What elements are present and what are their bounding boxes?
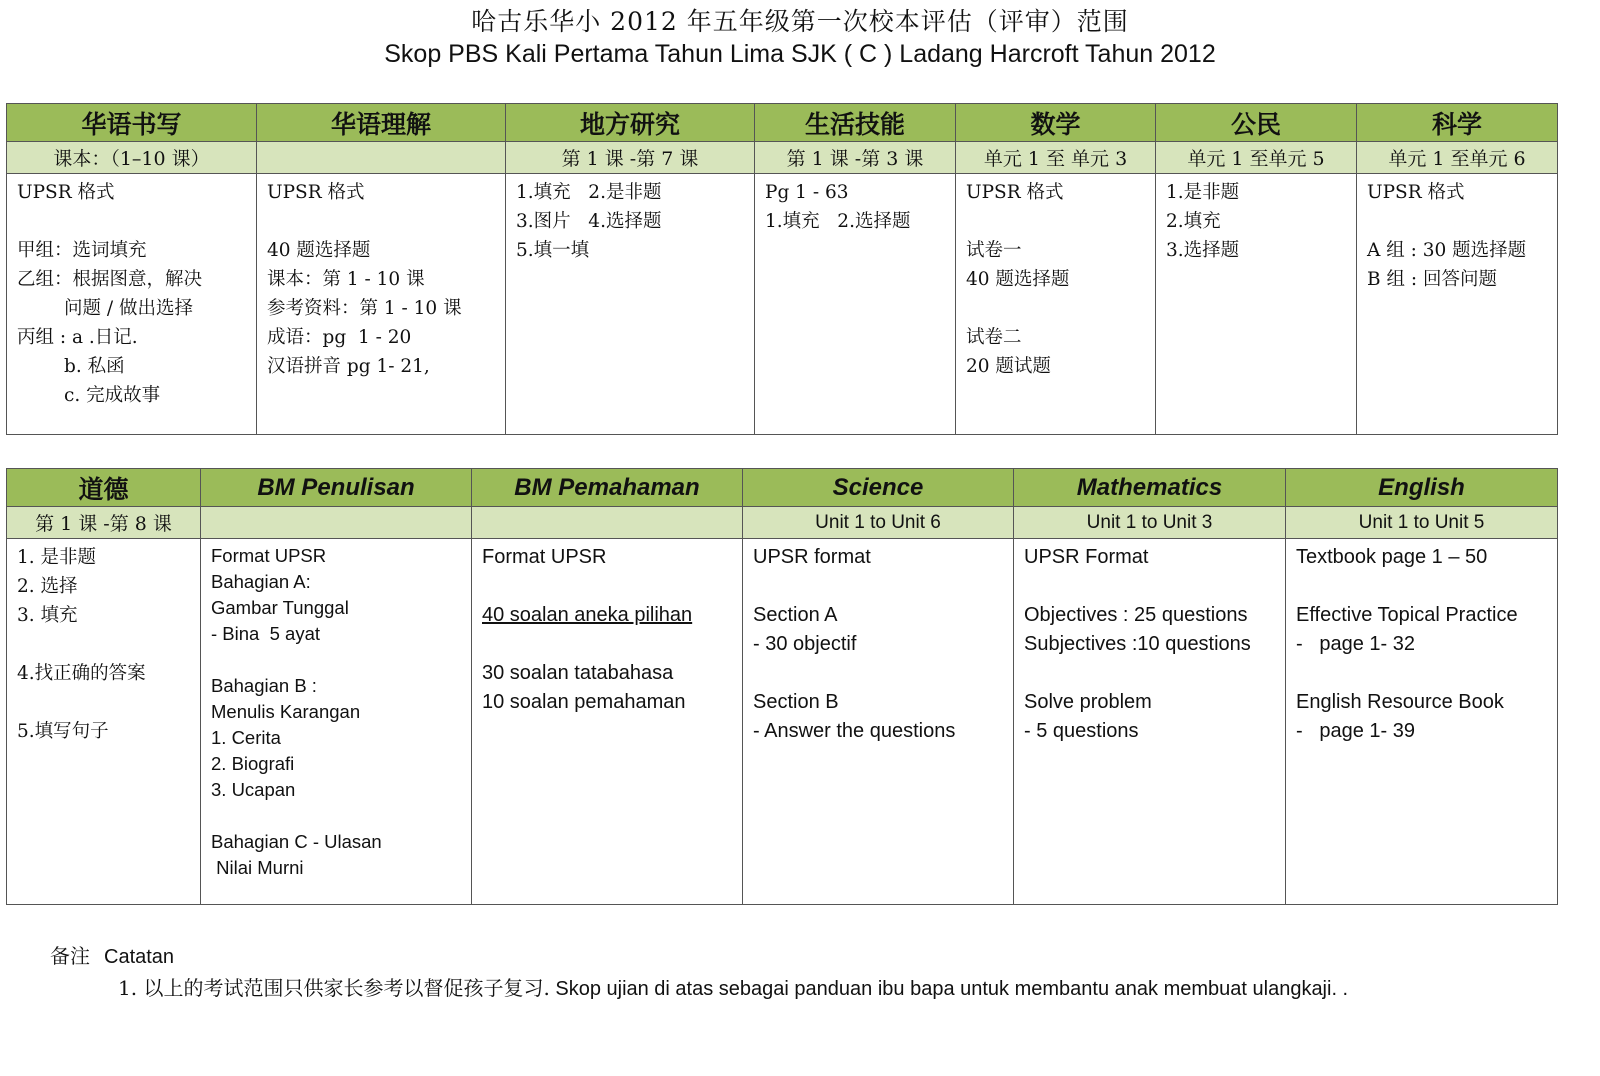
content-cell xyxy=(472,539,742,717)
content-cell: UPSR 格式 试卷一 40 题选择题 试卷二 20 题试题 xyxy=(966,182,1070,377)
range-cell: Unit 1 to Unit 6 xyxy=(743,507,1014,539)
range-cell xyxy=(472,507,743,539)
content-cell: Pg 1 - 63 1.填充 2.选择题 xyxy=(765,182,911,232)
bm-comprehension-line: 10 soalan pemahaman xyxy=(482,691,686,713)
subject-header: BM Pemahaman xyxy=(472,469,743,507)
table-1-content-row xyxy=(7,174,1558,435)
range-cell: 单元 1 至单元 6 xyxy=(1357,142,1558,174)
notes-label-chinese: 备注 xyxy=(50,944,90,968)
subject-header: 华语书写 xyxy=(7,104,257,142)
subject-header: English xyxy=(1286,469,1558,507)
content-cell: UPSR 格式 甲组：选词填充 乙组：根据图意，解决 问题 / 做出选择 丙组 : a .日记. b. 私函 c. 完成故事 xyxy=(17,182,203,406)
table-2-header-row xyxy=(7,469,1558,507)
note-text-chinese: 1. 以上的考试范围只供家长参考以督促孩子复习. xyxy=(118,976,550,1000)
range-cell: 单元 1 至单元 5 xyxy=(1156,142,1357,174)
content-cell: UPSR 格式 40 题选择题 课本：第 1 - 10 课 参考资料：第 1 - 10 课 成语：pg 1 - 20 汉语拼音 pg 1- 21, xyxy=(267,182,462,377)
content-cell: Textbook page 1 – 50 Effective Topical Practice - page 1- 32 English Resource Book - page 1- 39 xyxy=(1296,546,1518,742)
table-1-header-row xyxy=(7,104,1558,142)
range-cell: 单元 1 至 单元 3 xyxy=(956,142,1156,174)
document-title-chinese: 哈古乐华小 2012 年五年级第一次校本评估（评审）范围 xyxy=(471,7,1129,36)
range-cell: 第 1 课 -第 3 课 xyxy=(755,142,956,174)
range-cell: 第 1 课 -第 8 课 xyxy=(7,507,201,539)
table-2-range-row xyxy=(7,507,1558,539)
content-cell: UPSR Format Objectives : 25 questions Subjectives :10 questions Solve problem - 5 questions xyxy=(1024,546,1251,742)
content-cell: 1.是非题 2.填充 3.选择题 xyxy=(1166,182,1240,261)
table-1-range-row xyxy=(7,142,1558,174)
range-cell: 课本：（1–10 课） xyxy=(7,142,257,174)
range-cell xyxy=(201,507,472,539)
content-cell: UPSR format Section A - 30 objectif Section B - Answer the questions xyxy=(753,546,956,742)
subject-header: 公民 xyxy=(1156,104,1357,142)
scope-table-1 xyxy=(6,103,1558,435)
bm-grammar-line: 30 soalan tatabahasa xyxy=(482,662,674,684)
bm-format-line: Format UPSR xyxy=(482,546,607,568)
range-cell xyxy=(257,142,506,174)
note-text-malay: Skop ujian di atas sebagai panduan ibu bapa untuk membantu anak membuat ulangkaji. . xyxy=(549,978,1349,1000)
subject-header: 数学 xyxy=(956,104,1156,142)
note-item xyxy=(118,972,1348,1001)
content-cell: UPSR 格式 A 组 : 30 题选择题 B 组 : 回答问题 xyxy=(1367,182,1527,290)
bm-objective-line: 40 soalan aneka pilihan xyxy=(482,604,693,626)
subject-header: 生活技能 xyxy=(755,104,956,142)
content-cell: 1. 是非题 2. 选择 3. 填充 4.找正确的答案 5.填写句子 xyxy=(17,547,146,742)
subject-header: 地方研究 xyxy=(506,104,755,142)
range-cell: 第 1 课 -第 7 课 xyxy=(506,142,755,174)
table-2-content-row xyxy=(7,539,1558,905)
content-cell: 1.填充 2.是非题 3.图片 4.选择题 5.填一填 xyxy=(516,182,662,261)
subject-header: BM Penulisan xyxy=(201,469,472,507)
subject-header: 科学 xyxy=(1357,104,1558,142)
notes-label-malay: Catatan xyxy=(104,946,175,968)
notes-heading xyxy=(50,940,174,969)
subject-header: 道德 xyxy=(7,469,201,507)
subject-header: 华语理解 xyxy=(257,104,506,142)
scope-table-2 xyxy=(6,468,1558,905)
document-title-malay: Skop PBS Kali Pertama Tahun Lima SJK ( C ) Ladang Harcroft Tahun 2012 xyxy=(384,40,1216,68)
content-cell: Format UPSR Bahagian A: Gambar Tunggal - Bina 5 ayat Bahagian B : Menulis Karangan 1. Cerita 2. Biografi 3. Ucapan Bahagian C - Ulasan Nilai Murni xyxy=(211,545,382,878)
range-cell: Unit 1 to Unit 5 xyxy=(1286,507,1558,539)
subject-header: Mathematics xyxy=(1014,469,1286,507)
range-cell: Unit 1 to Unit 3 xyxy=(1014,507,1286,539)
subject-header: Science xyxy=(743,469,1014,507)
